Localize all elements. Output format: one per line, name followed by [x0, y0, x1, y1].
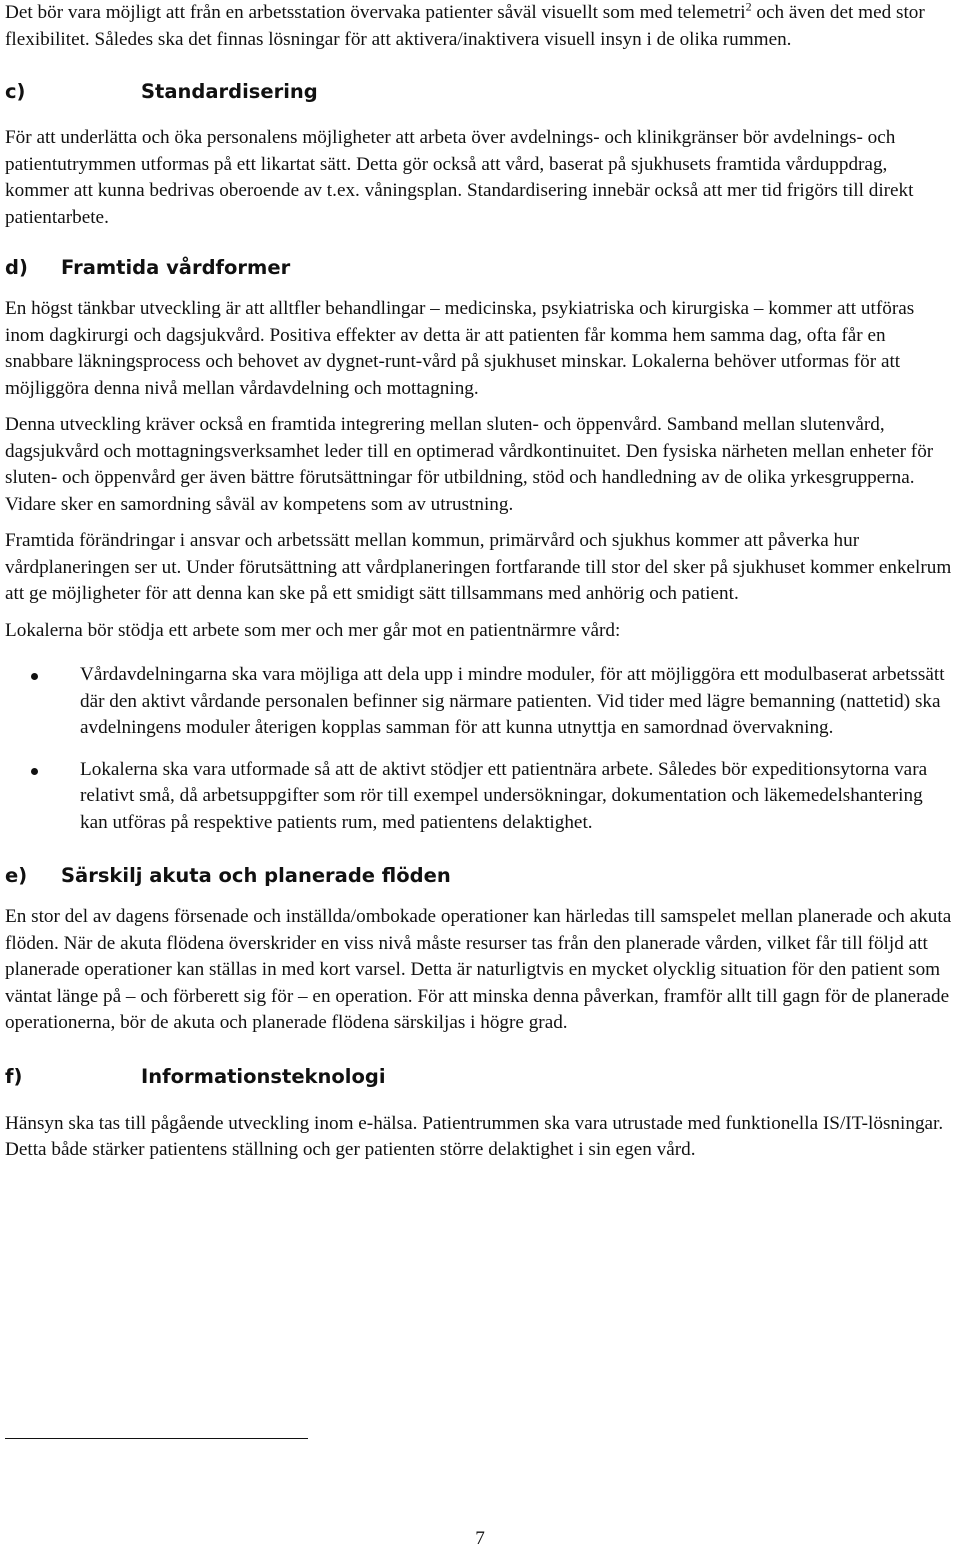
bullet-icon [31, 768, 38, 775]
paragraph: För att underlätta och öka personalens möjligheter att arbeta över avdelnings- och klinikgränser bör avdelnings- och patientutrymmen utformas på ett likartat sätt. Detta gör också att vård, baserat på sjukhusets framtida vårduppdrag, kommer att kunna bedrivas oberoende av t.ex. våningsplan. Standardisering innebär också att mer tid frigörs till direkt patientarbete. [5, 127, 914, 228]
paragraph: Hänsyn ska tas till pågående utveckling inom e-hälsa. Patientrummen ska vara utrustade med funktionella IS/IT-lösningar. Detta både stärker patientens ställning och ger patienten större delaktighet i sin egen vård. [5, 1112, 944, 1160]
intro-paragraph [5, 0, 955, 53]
section-heading-d [5, 255, 955, 281]
list-item [5, 662, 955, 742]
list-item-text: Lokalerna ska vara utformade så att de aktivt stödjer ett patientnära arbete. Således bör expeditionsytorna vara relativt små, då arbetsuppgifter som rör till exempel undersökningar, dokumentation och läkemedelshantering kan utföras på respektive patients rum, med patientens delaktighet. [80, 758, 928, 833]
intro-text-b: och även det med stor flexibilitet. Således ska det finnas lösningar för att aktivera/inaktivera visuell insyn i de olika rummen. [5, 2, 925, 50]
section-title: Särskilj akuta och planerade flöden [61, 864, 451, 887]
page-number: 7 [475, 1528, 485, 1549]
section-letter: e) [5, 864, 28, 887]
section-heading-e [5, 863, 955, 889]
section-heading-f [5, 1064, 955, 1090]
section-letter: c) [5, 80, 26, 103]
paragraph: En stor del av dagens försenade och inställda/ombokade operationer kan härledas till samspelet mellan planerade och akuta flöden. När de akuta flödena överskrider en viss nivå måste resurser tas från den planerade vården, vilket får till följd att planerade operationer kan ställas in med kort varsel. Detta är naturligtvis en mycket olycklig situation för den patient som väntat länge på – och förberett sig för – en operation. För att minska denna påverkan, framför allt till gagn för de planerade operationerna, bör de akuta och planerade flödena särskiljas i högre grad. [5, 906, 952, 1033]
section-letter: f) [5, 1064, 23, 1088]
section-letter: d) [5, 256, 28, 279]
bullet-icon [31, 673, 38, 680]
document-page [5, 0, 955, 1164]
footnote-separator [5, 1438, 308, 1439]
section-title: Informationsteknologi [141, 1064, 386, 1088]
paragraph: Denna utveckling kräver också en framtida integrering mellan sluten- och öppenvård. Samband mellan slutenvård, dagsjukvård och mottagningsverksamhet leder till en optimerad vårdkontinuitet. Den fysiska närheten mellan enheter för sluten- och öppenvård ger även bättre förutsättningar för utbildning, stöd och handledning av de olika yrkesgrupperna. Vidare sker en samordning såväl av kompetens som av utrustning. [5, 414, 934, 515]
footnote-ref: 2 [745, 0, 752, 14]
list-item-text: Vårdavdelningarna ska vara möjliga att dela upp i mindre moduler, för att möjliggöra ett modulbaserat arbetssätt där den aktivt vårdande personalen befinner sig närmare patienten. Vid tider med lägre bemanning (nattetid) ska avdelningens moduler återigen kopplas samman för att kunna utnyttja en samordnad övervakning. [80, 664, 945, 738]
bullet-list [5, 662, 955, 836]
intro-text-a: Det bör vara möjligt att från en arbetsstation övervaka patienter såväl visuellt som med telemetri [5, 2, 746, 23]
section-heading-c [5, 79, 955, 105]
paragraph: Lokalerna bör stödja ett arbete som mer och mer går mot en patientnärmre vård: [5, 619, 621, 641]
list-item [5, 757, 955, 837]
section-title: Framtida vårdformer [61, 256, 291, 279]
section-title: Standardisering [141, 80, 318, 103]
paragraph: Framtida förändringar i ansvar och arbetssätt mellan kommun, primärvård och sjukhus kommer att påverka hur vårdplaneringen ser ut. Under förutsättning att vårdplaneringen fortfarande till stor del sker på sjukhuset kommer enkelrum att ge möjligheter för att denna kan ske på ett smidigt sätt tillsammans med anhörig och patient. [5, 530, 952, 604]
paragraph: En högst tänkbar utveckling är att alltfler behandlingar – medicinska, psykiatriska och kirurgiska – kommer att utföras inom dagkirurgi och dagsjukvård. Positiva effekter av detta är att patienten får komma hem samma dag, ofta får en snabbare läkningsprocess och behovet av dygnet-runt-vård på sjukhuset minskar. Lokalerna behöver utformas för att möjliggöra denna nivå mellan vårdavdelning och mottagning. [5, 298, 915, 399]
